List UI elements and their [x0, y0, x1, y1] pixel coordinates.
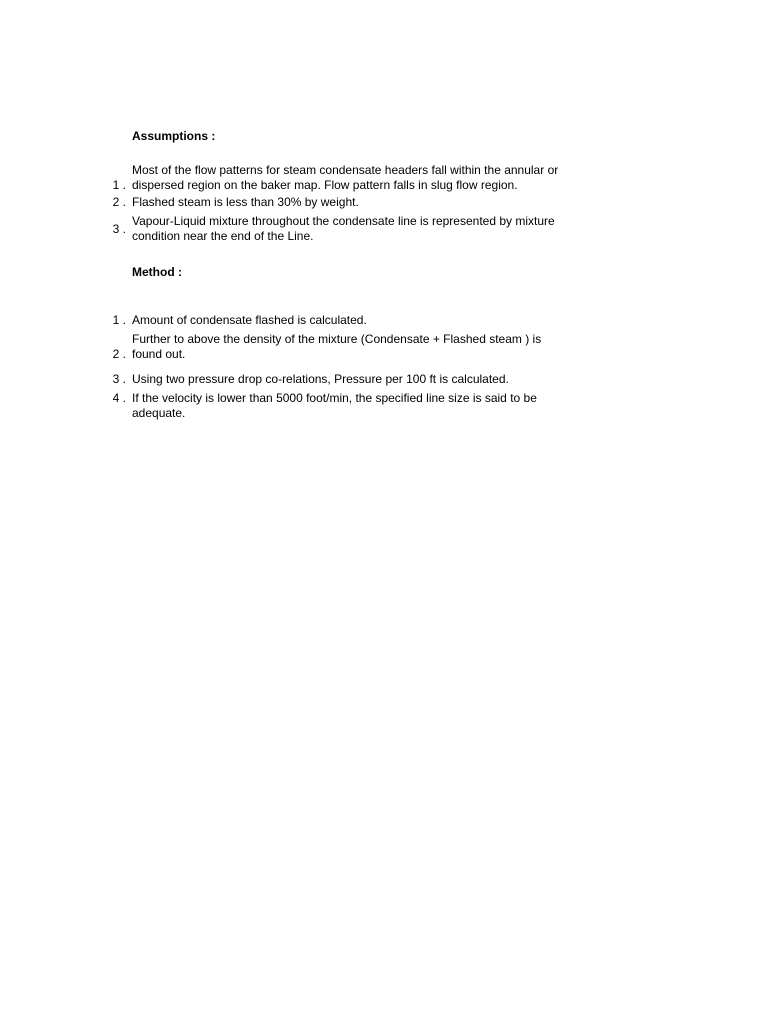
assumption-3-text: [132, 214, 602, 244]
method-2-text: [132, 332, 602, 362]
method-1-text: [132, 313, 602, 328]
method-2-line-2: found out.: [132, 347, 186, 361]
method-4-line-2: adequate.: [132, 406, 186, 420]
assumption-3-number: 3 .: [112, 222, 126, 236]
method-1-number: 1 .: [112, 313, 126, 327]
assumption-1-text: [132, 163, 602, 193]
method-1-line-1: Amount of condensate flashed is calculated.: [132, 313, 367, 327]
method-heading: Method :: [132, 265, 182, 279]
assumption-2-number: 2 .: [112, 195, 126, 209]
assumption-1-number: 1 .: [112, 178, 126, 192]
method-3-number: 3 .: [112, 372, 126, 386]
method-2-line-1: Further to above the density of the mixture (Condensate + Flashed steam ) is: [132, 332, 542, 346]
assumptions-heading: Assumptions :: [132, 129, 216, 143]
assumption-3-line-1: Vapour-Liquid mixture throughout the condensate line is represented by mixture: [132, 214, 555, 228]
assumption-3-line-2: condition near the end of the Line.: [132, 229, 314, 243]
method-3-text: [132, 372, 602, 387]
method-2-number: 2 .: [112, 347, 126, 361]
assumption-2-line-1: Flashed steam is less than 30% by weight.: [132, 195, 359, 209]
method-3-line-1: Using two pressure drop co-relations, Pressure per 100 ft is calculated.: [132, 372, 509, 386]
assumption-1-line-2: dispersed region on the baker map. Flow pattern falls in slug flow region.: [132, 178, 518, 192]
method-4-text: [132, 391, 602, 421]
method-4-line-1: If the velocity is lower than 5000 foot/min, the specified line size is said to be: [132, 391, 537, 405]
assumption-1-line-1: Most of the flow patterns for steam condensate headers fall within the annular or: [132, 163, 559, 177]
assumption-2-text: [132, 195, 602, 210]
method-4-number: 4 .: [112, 391, 126, 405]
